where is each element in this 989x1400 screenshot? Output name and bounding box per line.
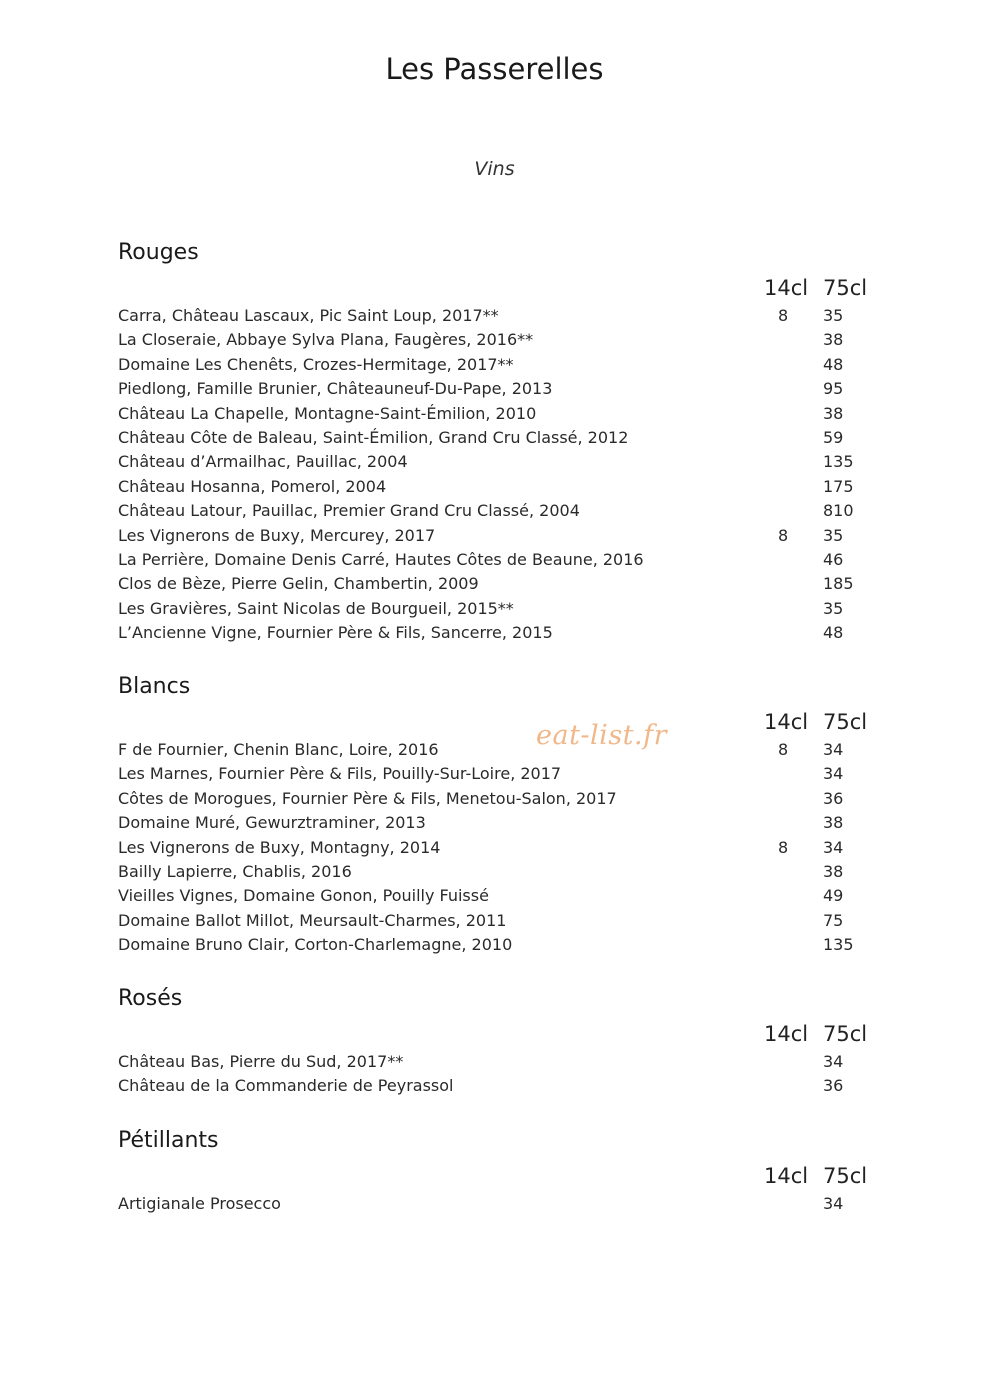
price-bottle: 36 [823, 788, 844, 808]
price-bottle: 46 [823, 549, 844, 569]
wine-name: Les Marnes, Fournier Père & Fils, Pouilly-Sur-Loire, 2017 [118, 764, 562, 784]
wine-row [118, 762, 878, 786]
price-bottle: 38 [823, 813, 844, 833]
column-header-bottle: 75cl [823, 710, 868, 734]
price-bottle: 59 [823, 427, 844, 447]
menu-subtitle: Vins [474, 158, 515, 180]
price-bottle: 35 [823, 525, 844, 545]
wine-name: Château Latour, Pauillac, Premier Grand Cru Classé, 2004 [118, 501, 580, 521]
column-headers [118, 1164, 878, 1192]
wine-row [118, 860, 878, 884]
price-bottle: 34 [823, 1194, 844, 1213]
section-rouges [118, 238, 878, 645]
wine-row [118, 909, 878, 933]
price-bottle: 49 [823, 886, 844, 906]
wine-name: Clos de Bèze, Pierre Gelin, Chambertin, 2009 [118, 574, 479, 594]
price-bottle: 34 [823, 740, 844, 759]
price-bottle: 95 [823, 379, 844, 399]
wine-name: Château Hosanna, Pomerol, 2004 [118, 476, 387, 496]
wine-name: Les Vignerons de Buxy, Montagny, 2014 [118, 837, 441, 857]
price-bottle: 35 [823, 598, 844, 618]
wine-row [118, 377, 878, 401]
wine-row [118, 1050, 878, 1074]
wine-row [118, 353, 878, 377]
wine-name: Domaine Muré, Gewurztraminer, 2013 [118, 813, 426, 833]
price-bottle: 34 [823, 764, 844, 784]
page-title: Les Passerelles [385, 52, 604, 86]
wine-row [118, 572, 878, 596]
wine-name: Domaine Ballot Millot, Meursault-Charmes, 2011 [118, 910, 507, 930]
wine-row [118, 621, 878, 645]
price-glass: 8 [778, 306, 789, 325]
wine-name: La Closeraie, Abbaye Sylva Plana, Faugères, 2016** [118, 330, 534, 350]
price-bottle: 135 [823, 935, 854, 955]
wine-row [118, 1192, 878, 1216]
column-header-bottle: 75cl [823, 1022, 868, 1046]
wine-name: Les Vignerons de Buxy, Mercurey, 2017 [118, 525, 436, 545]
wine-name: Côtes de Morogues, Fournier Père & Fils, Menetou-Salon, 2017 [118, 788, 617, 808]
wine-name: F de Fournier, Chenin Blanc, Loire, 2016 [118, 740, 439, 759]
price-bottle: 810 [823, 501, 854, 521]
wine-name: Artigianale Prosecco [118, 1194, 281, 1213]
wine-row [118, 402, 878, 426]
wine-name: Vieilles Vignes, Domaine Gonon, Pouilly Fuissé [118, 886, 489, 906]
section-heading: Pétillants [118, 1128, 219, 1153]
column-headers [118, 1022, 878, 1050]
wine-row [118, 499, 878, 523]
column-header-glass: 14cl [764, 276, 809, 300]
price-bottle: 34 [823, 837, 844, 857]
wine-name: Piedlong, Famille Brunier, Châteauneuf-Du-Pape, 2013 [118, 379, 553, 399]
wine-row [118, 738, 878, 762]
wine-row [118, 426, 878, 450]
wine-name: Bailly Lapierre, Chablis, 2016 [118, 861, 352, 881]
column-headers [118, 710, 878, 738]
wine-name: Château de la Commanderie de Peyrassol [118, 1076, 454, 1096]
column-header-glass: 14cl [764, 1164, 809, 1188]
section-petillants [118, 1126, 878, 1216]
price-bottle: 36 [823, 1076, 844, 1096]
price-bottle: 135 [823, 452, 854, 472]
section-heading: Blancs [118, 674, 191, 699]
wine-row [118, 524, 878, 548]
price-bottle: 75 [823, 910, 844, 930]
price-bottle: 34 [823, 1052, 844, 1071]
price-bottle: 35 [823, 306, 844, 325]
price-glass: 8 [778, 525, 789, 545]
wine-name: Château d’Armailhac, Pauillac, 2004 [118, 452, 408, 472]
price-bottle: 38 [823, 330, 844, 350]
price-bottle: 38 [823, 861, 844, 881]
price-bottle: 48 [823, 623, 844, 643]
wine-row [118, 787, 878, 811]
price-glass: 8 [778, 740, 789, 759]
price-bottle: 185 [823, 574, 854, 594]
wine-name: Domaine Bruno Clair, Corton-Charlemagne, 2010 [118, 935, 513, 955]
section-roses [118, 984, 878, 1099]
column-header-glass: 14cl [764, 1022, 809, 1046]
wine-name: Les Gravières, Saint Nicolas de Bourgueil, 2015** [118, 598, 514, 618]
wine-name: L’Ancienne Vigne, Fournier Père & Fils, Sancerre, 2015 [118, 623, 553, 643]
section-heading: Rouges [118, 240, 199, 265]
wine-row [118, 328, 878, 352]
price-glass: 8 [778, 837, 789, 857]
wine-name: La Perrière, Domaine Denis Carré, Hautes Côtes de Beaune, 2016 [118, 549, 644, 569]
wine-row [118, 597, 878, 621]
column-header-bottle: 75cl [823, 1164, 868, 1188]
wine-row [118, 884, 878, 908]
wine-name: Château La Chapelle, Montagne-Saint-Émilion, 2010 [118, 403, 537, 423]
wine-row [118, 933, 878, 957]
column-header-bottle: 75cl [823, 276, 868, 300]
section-blancs [118, 672, 878, 958]
section-heading: Rosés [118, 986, 183, 1011]
wine-row [118, 450, 878, 474]
wine-row [118, 836, 878, 860]
wine-row [118, 548, 878, 572]
wine-name: Château Côte de Baleau, Saint-Émilion, Grand Cru Classé, 2012 [118, 427, 629, 447]
wine-name: Carra, Château Lascaux, Pic Saint Loup, 2017** [118, 306, 499, 325]
wine-row [118, 304, 878, 328]
column-headers [118, 276, 878, 304]
price-bottle: 38 [823, 403, 844, 423]
wine-row [118, 475, 878, 499]
wine-row [118, 1074, 878, 1098]
wine-name: Domaine Les Chenêts, Crozes-Hermitage, 2017** [118, 354, 514, 374]
price-bottle: 175 [823, 476, 854, 496]
column-header-glass: 14cl [764, 710, 809, 734]
price-bottle: 48 [823, 354, 844, 374]
wine-row [118, 811, 878, 835]
watermark: eat-list.fr [536, 720, 668, 751]
wine-name: Château Bas, Pierre du Sud, 2017** [118, 1052, 404, 1071]
